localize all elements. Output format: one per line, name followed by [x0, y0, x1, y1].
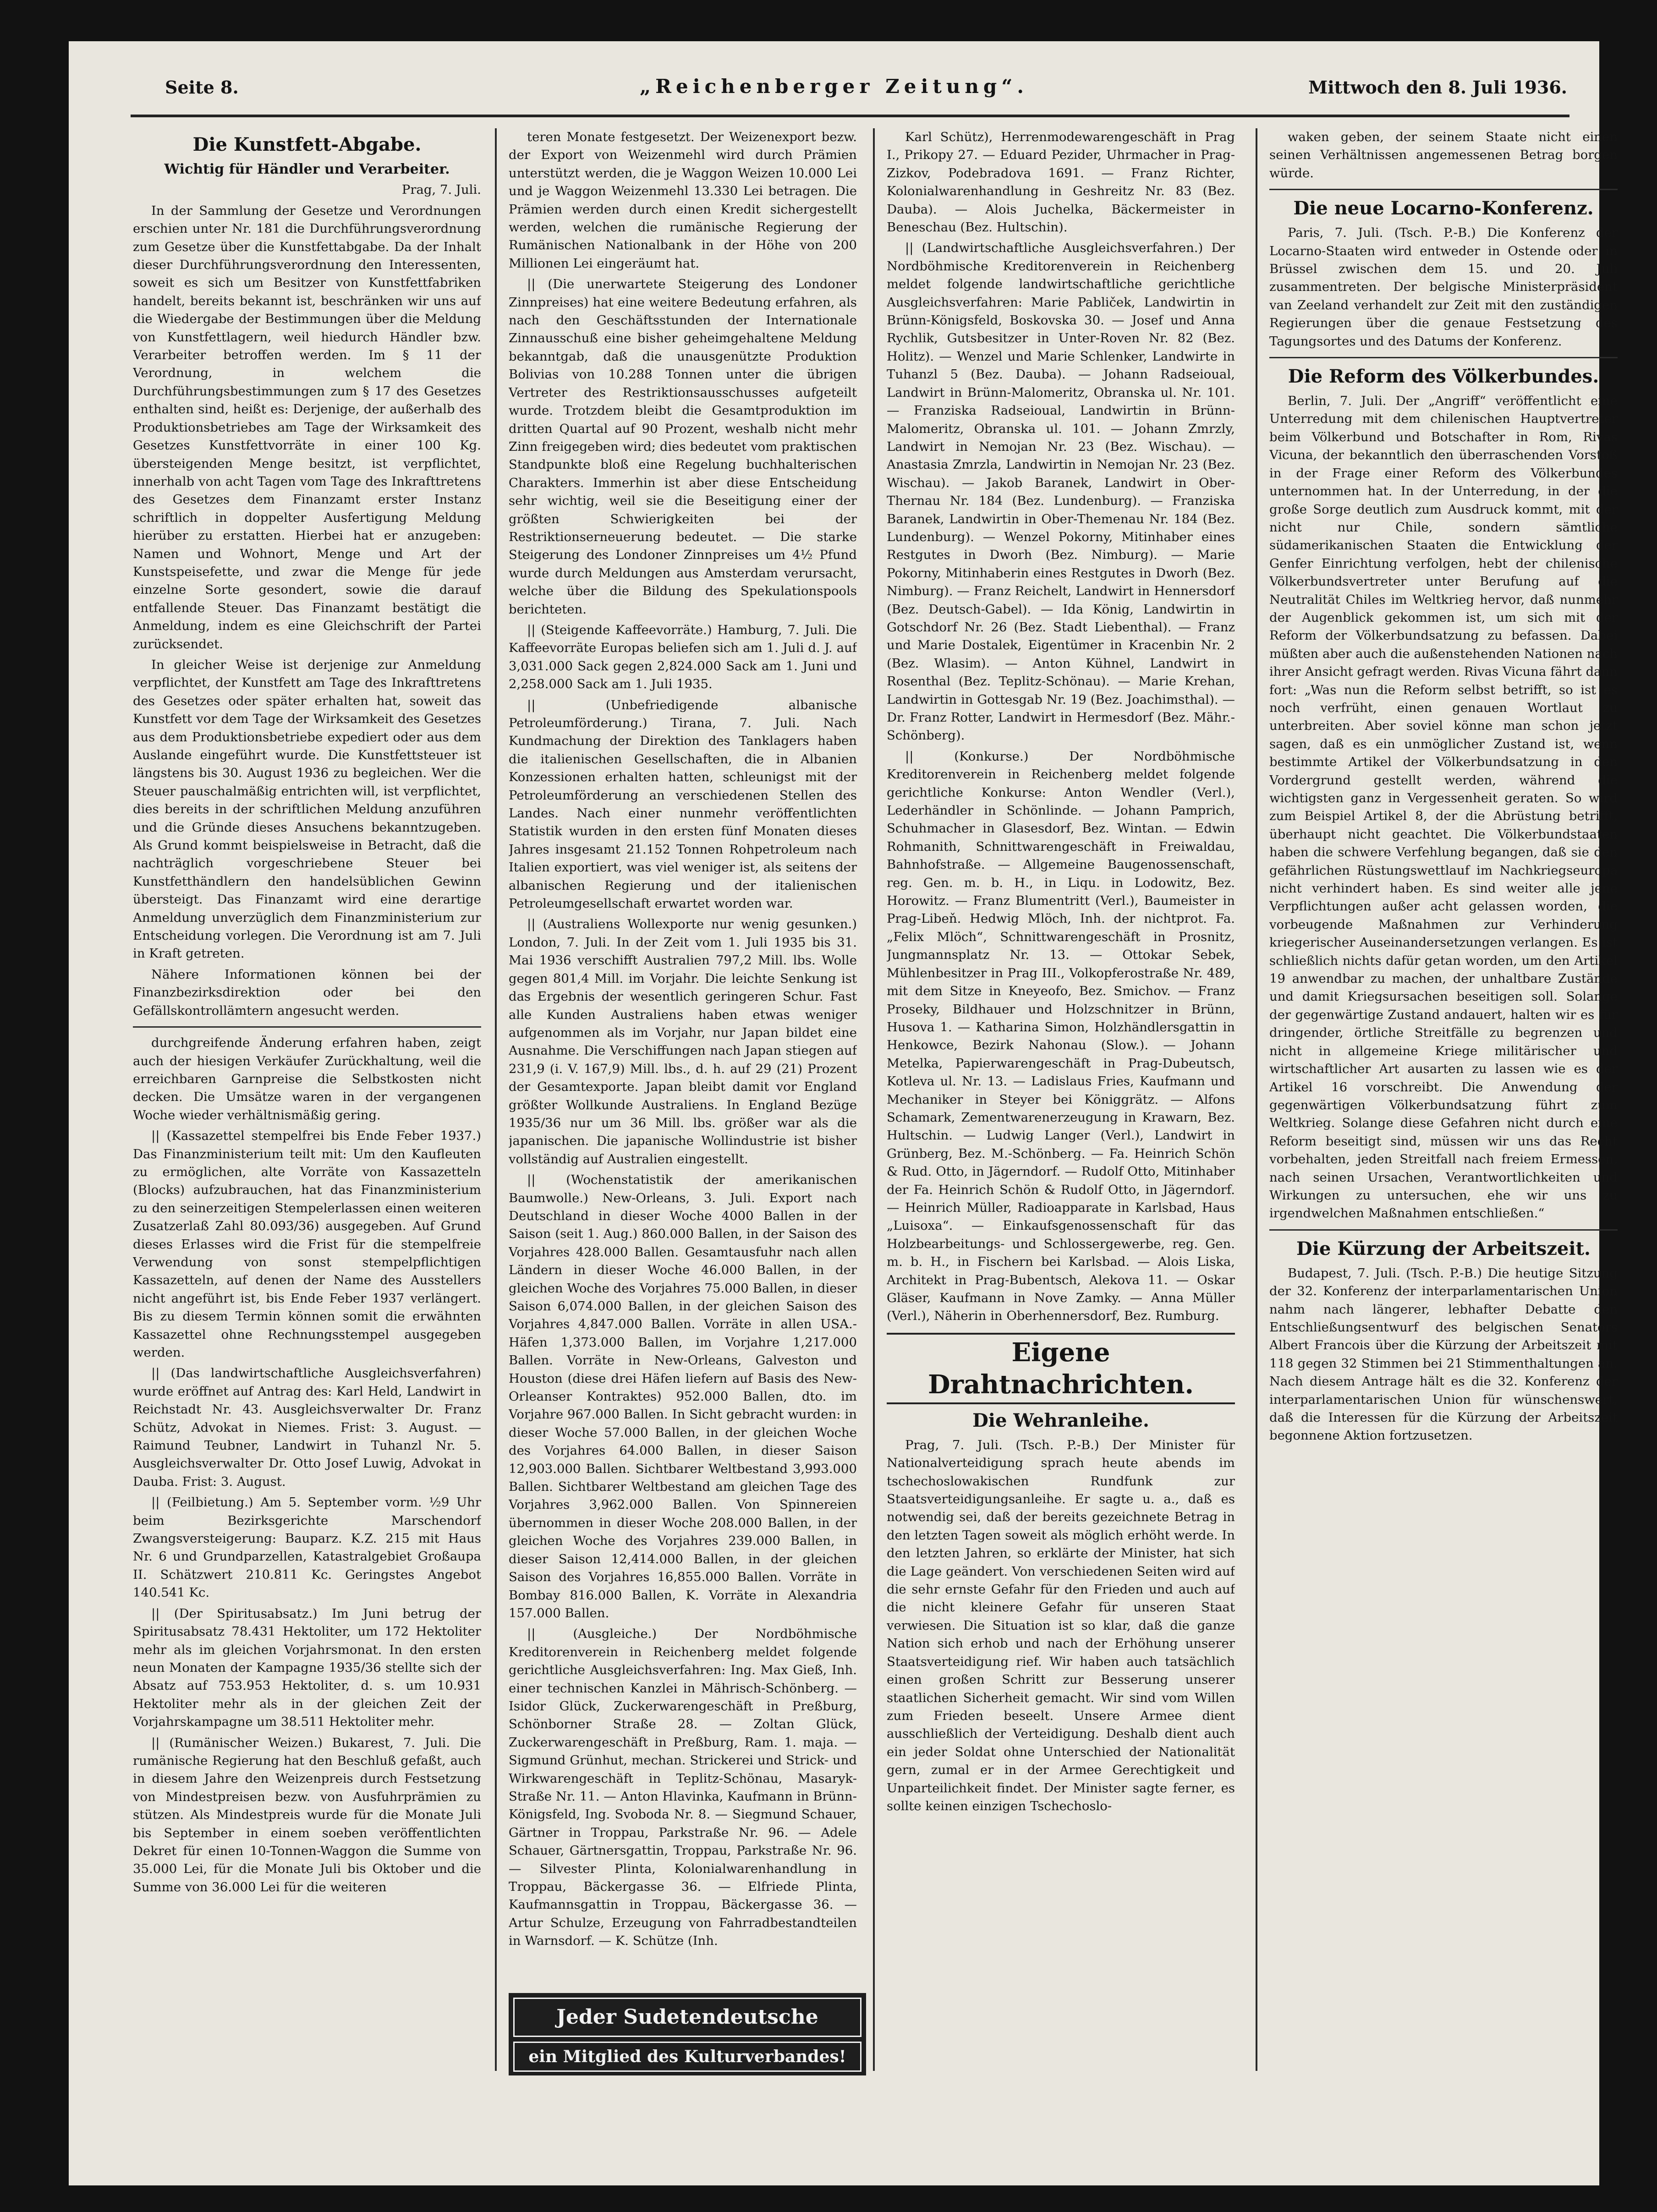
column-1 — [133, 128, 481, 2071]
article-paragraph: Nähere Informationen können bei der Finanzbezirksdirektion oder bei den Gefällskontrollämtern angesucht werden. — [133, 967, 481, 1018]
column-2 — [509, 128, 857, 1984]
column-4 — [1269, 128, 1618, 2071]
article-paragraph: In der Sammlung der Gesetze und Verordnungen erschien unter Nr. 181 die Durchführungsverordnung zum Gesetze über die Kunstfettabgabe. Da der Inhalt dieser Durchführungsverordnung den Interessenten, soweit es sich um Besitzer von Kunstfettfabriken handelt, bereits bekannt ist, beschränken wir uns auf die Wiedergabe der Bestimmungen über die Meldung von Kunstfettlagern, weil hiedurch Händler bzw. Verarbeiter betroffen werden. Im § 11 der Verordnung, in welchem die Durchführungsbestimmungen zum § 17 des Gesetzes enthalten sind, heißt es: Derjenige, der außerhalb des Produktionsbetriebes am Tage der Wirksamkeit des Gesetzes Kunstfettvorräte in einer 100 Kg. übersteigenden Menge besitzt, ist verpflichtet, innerhalb von acht Tagen vom Tage des Inkrafttretens des Gesetzes dem Finanzamt erster Instanz schriftlich in doppelter Ausfertigung Meldung hierüber zu erstatten. Hierbei hat er anzugeben: Namen und Wohnort, Menge und Art der Kunstspeisefette, und zwar die Menge für jede einzelne Sorte gesondert, sowie die darauf entfallende Steuer. Das Finanzamt bestätigt die Anmeldung, indem es eine Gleichschrift der Partei zurücksendet. — [133, 203, 481, 652]
article-paragraph: Budapest, 7. Juli. (Tsch. P.-B.) Die heutige Sitzung der 32. Konferenz der interparlamentarischen Union nahm nach längerer, lebhafter Debatte den Entschließungsentwurf des belgischen Senators Albert Francois über die Kürzung der Arbeitszeit mit 118 gegen 32 Stimmen bei 21 Stimmenthaltungen an. Nach diesem Antrage hält es die 32. Konferenz der interparlamentarischen Union für wünschenswert, daß die Interessen für die Kürzung der Arbeitszeit begonnene Aktion fortzusetzen. — [1269, 1265, 1618, 1443]
section-rule — [1269, 357, 1618, 358]
column-divider — [1256, 128, 1257, 2071]
article-paragraph: Prag, 7. Juli. (Tsch. P.-B.) Der Minister für Nationalverteidigung sprach heute abends im tschechoslowakischen Rundfunk zur Staatsverteidigungsanleihe. Er sagte u. a., daß es notwendig sei, daß der bereits gezeichnete Betrag in den letzten Tagen soweit als möglich erhöht werde. In den letzten Jahren, so erklärte der Minister, hat sich die Lage geändert. Von verschiedenen Seiten wird auf die sehr ernste Gefahr für den Frieden und auch auf die nicht kleinere Gefahr für unseren Staat verwiesen. Die Situation ist so klar, daß die ganze Nation sich erhob und nach der Erhöhung unserer Staatsverteidigung rief. Wir haben auch tatsächlich einen großen Schritt zur Besserung unserer staatlichen Sicherheit gemacht. Wir sind vom Willen zum Frieden beseelt. Unsere Armee dient ausschließlich der Verteidigung. Deshalb dient auch ein jeder Soldat ohne Unterschied der Nationalität gern, zumal er in der Armee Gerechtigkeit und Unparteilichkeit findet. Der Minister sagte ferner, es sollte keinen einzigen Tschechoslo- — [887, 1437, 1235, 1813]
news-item: || (Das landwirtschaftliche Ausgleichsverfahren) wurde eröffnet auf Antrag des: Karl Held, Landwirt in Reichstadt Nr. 43. Ausgleichsverwalter Dr. Franz Schütz, Advokat in Niemes. Frist: 3. August. — Raimund Teubner, Landwirt in Tuhanzl Nr. 5. Ausgleichsverwalter Dr. Otto Josef Luwig, Advokat in Dauba. Frist: 3. August. — [133, 1366, 481, 1489]
issue-date: Mittwoch den 8. Juli 1936. — [1308, 77, 1567, 98]
section-rule — [1269, 189, 1618, 190]
section-banner: Eigene Drahtnachrichten. — [887, 1333, 1235, 1404]
article-paragraph: In gleicher Weise ist derjenige zur Anmeldung verpflichtet, der Kunstfett am Tage des Inkrafttretens des Gesetzes oder später erhalten hat, soweit das Kunstfett vor dem Tage der Wirksamkeit des Gesetzes aus dem Produktionsbetriebe expediert oder aus dem Auslande eingeführt wurde. Die Kunstfettsteuer ist längstens bis 30. August 1936 zu begleichen. Wer die Steuer pauschalmäßig entrichten will, ist verpflichtet, dies bereits in der schriftlichen Meldung anzuführen und die Gründe dieses Ansuchens bekanntzugeben. Als Grund kommt beispielsweise in Betracht, daß die nachträglich vorgeschriebene Steuer bei Kunstfetthändlern den handelsüblichen Gewinn übersteigt. Das Finanzamt wird eine derartige Anmeldung unverzüglich dem Finanzministerium zur Entscheidung vorlegen. Die Verordnung ist am 7. Juli in Kraft getreten. — [133, 657, 481, 961]
news-item: || (Feilbietung.) Am 5. September vorm. ½9 Uhr beim Bezirksgerichte Marschendorf Zwangsversteigerung: Bauparz. K.Z. 215 mit Haus Nr. 6 und Grundparzellen, Katastralgebiet Großaupa II. Schätzwert 210.811 Kc. Geringstes Angebot 140.541 Kc. — [133, 1495, 481, 1600]
header-rule — [131, 115, 1569, 117]
article-title: Die neue Locarno-Konferenz. — [1293, 197, 1594, 219]
article-subtitle: Wichtig für Händler und Verarbeiter. — [164, 161, 450, 177]
column-divider — [873, 128, 875, 2071]
news-item: || (Wochenstatistik der amerikanischen Baumwolle.) New-Orleans, 3. Juli. Export nach Deutschland in dieser Woche 4000 Ballen in der Saison (seit 1. Aug.) 860.000 Ballen, in der Saison des Vorjahres 428.000 Ballen. Gesamtausfuhr nach allen Ländern in dieser Woche 46.000 Ballen, in der gleichen Woche des Vorjahres 75.000 Ballen, in dieser Saison 6,074.000 Ballen, in der gleichen Saison des Vorjahres 4,847.000 Ballen. Vorräte in allen USA.-Häfen 1,373.000 Ballen, im Vorjahre 1,217.000 Ballen. Vorräte in New-Orleans, Galveston und Houston (diese drei Häfen liefern auf Basis des New-Orleanser Kontraktes) 952.000 Ballen, dto. im Vorjahre 967.000 Ballen. In Sicht gebracht wurden: in dieser Woche 57.000 Ballen, in der gleichen Woche des Vorjahres 64.000 Ballen, in dieser Saison 12,903.000 Ballen. Sichtbarer Weltbestand 3,993.000 Ballen. Sichtbarer Weltbestand am gleichen Tage des Vorjahres 3,962.000 Ballen. Von Spinnereien übernommen in dieser Woche 208.000 Ballen, in der gleichen Woche des Vorjahres 239.000 Ballen, in dieser Saison 12,414.000 Ballen, in der gleichen Saison des Vorjahres 16,855.000 Ballen. Vorräte in Bombay 816.000 Ballen, K. Vorräte in Alexandria 157.000 Ballen. — [509, 1172, 857, 1621]
ad-line-2: ein Mitglied des Kulturverbandes! — [513, 2042, 861, 2072]
page-number: Seite 8. — [165, 77, 239, 98]
news-item: || (Konkurse.) Der Nordböhmische Kreditorenverein in Reichenberg meldet folgende gerichtliche Konkurse: Anton Wendler (Verl.), Lederhändler in Schönlinde. — Johann Pamprich, Schuhmacher in Glasesdorf, Bez. Wintan. — Edwin Rohmanith, Schnittwarengeschäft in Freiwaldau, Bahnhofstraße. — Allgemeine Baugenossenschaft, reg. Gen. m. b. H., in Liqu. in Lodowitz, Bez. Horowitz. — Franz Blumentritt (Verl.), Baumeister in Prag-Libeň. Hedwig Mlöch, Inh. der nichtprot. Fa. „Felix Mlöch“, Schnittwarengeschäft in Prosnitz, Jungmannsplatz Nr. 13. — Ottokar Sebek, Mühlenbesitzer in Prag III., Volkopferostraße Nr. 489, mit dem Sitze in Kneyeofo, Bez. Smichov. — Franz Proseky, Bildhauer und Holzschnitzer in Brünn, Husova 1. — Katharina Simon, Holzhändlersgattin in Henkowce, Bezirk Nahonau (Slow.). — Johann Metelka, Papierwarengeschäft in Prag-Dubeutsch, Kotleva ul. Nr. 13. — Ladislaus Fries, Kaufmann und Mechaniker in Steyer bei Königgrätz. — Alfons Schamark, Zementwarenerzeugung in Krawarn, Bez. Hultschin. — Ludwig Langer (Verl.), Landwirt in Grünberg, Bez. M.-Schönberg. — Fa. Heinrich Schön & Rud. Otto, in Jägerndorf. — Rudolf Otto, Mitinhaber der Fa. Heinrich Schön & Rudolf Otto, in Jägerndorf. — Heinrich Müller, Radioapparate in Karlsbad, Haus „Luisoxa“. — Einkaufsgenossenschaft für das Holzbearbeitungs- und Schlossergewerbe, reg. Gen. m. b. H., in Fischern bei Karlsbad. — Alois Liska, Architekt in Prag-Bubentsch, Alekova 11. — Oskar Gläser, Kaufmann in Nove Zamky. — Anna Müller (Verl.), Näherin in Oberhennersdorf, Bez. Rumburg. — [887, 749, 1235, 1324]
masthead: „Reichenberger Zeitung“. — [639, 75, 1029, 98]
article-paragraph: durchgreifende Änderung erfahren haben, zeigt auch der hiesigen Verkäufer Zurückhaltung, weil die erreichbaren Garnpreise die Selbstkosten nicht decken. Die Umsätze waren in der vergangenen Woche wieder verhältnismäßig gering. — [133, 1035, 481, 1122]
news-item: || (Steigende Kaffeevorräte.) Hamburg, 7. Juli. Die Kaffeevorräte Europas beliefen sich am 1. Juli d. J. auf 3,031.000 Sack gegen 2,824.000 Sack am 1. Juni und 2,258.000 Sack am 1. Juli 1935. — [509, 622, 857, 692]
article-title: Die Kunstfett-Abgabe. — [192, 134, 422, 155]
article-title: Die Wehranleihe. — [972, 1409, 1149, 1431]
article-paragraph: teren Monate festgesetzt. Der Weizenexport bezw. der Export von Weizenmehl wird durch Prämien unterstützt werden, die je Waggon Weizen 10.000 Lei und je Waggon Weizenmehl 13.330 Lei betragen. Die Prämien werden durch einen Kredit sichergestellt werden, welchen die rumänische Regierung der Rumänischen Nationalbank in der Höhe von 200 Millionen Lei eingeräumt hat. — [509, 130, 857, 271]
article-paragraph: waken geben, der seinem Staate nicht einen seinen Verhältnissen angemessenen Betrag borgen würde. — [1269, 130, 1618, 181]
news-item: || (Rumänischer Weizen.) Bukarest, 7. Juli. Die rumänische Regierung hat den Beschluß gefaßt, auch in diesem Jahre den Weizenpreis durch Festsetzung von Mindestpreisen bezw. von Ausfuhrprämien zu stützen. Als Mindestpreis wurde für die Monate Juli bis September in einem soeben veröffentlichten Dekret für einen 10-Tonnen-Waggon die Summe von 35.000 Lei, für die Monate Juli bis Oktober und die Summe von 36.000 Lei für die weiteren — [133, 1735, 481, 1894]
column-3 — [887, 128, 1235, 2071]
news-item: || (Landwirtschaftliche Ausgleichsverfahren.) Der Nordböhmische Kreditorenverein in Reichenberg meldet folgende landwirtschaftliche gerichtliche Ausgleichsverfahren: Marie Pabliček, Landwirtin in Brünn-Königsfeld, Boskovska 30. — Josef und Anna Rychlik, Gutsbesitzer in Unter-Roven Nr. 82 (Bez. Holitz). — Wenzel und Marie Schlenker, Landwirte in Tuhanzl 5 (Bez. Dauba). — Johann Radseioual, Landwirt in Brünn-Malomeritz, Obranska ul. Nr. 101. — Franziska Radseioual, Landwirtin in Brünn-Malomeritz, Obranska ul. 101. — Johann Zmrzly, Landwirt in Nemojan Nr. 23 (Bez. Wischau). — Anastasia Zmrzla, Landwirtin in Nemojan Nr. 23 (Bez. Wischau). — Jakob Baranek, Landwirt in Ober-Thernau Nr. 184 (Bez. Lundenburg). — Franziska Baranek, Landwirtin in Ober-Themenau Nr. 184 (Bez. Lundenburg). — Wenzel Pokorny, Mitinhaber eines Restgutes in Dworh (Bez. Nimburg). — Marie Pokorny, Mitinhaberin eines Restgutes in Dworh (Bez. Nimburg). — Franz Reichelt, Landwirt in Hennersdorf (Bez. Deutsch-Gabel). — Ida König, Landwirtin in Gotschdorf Nr. 26 (Bez. Stadt Liebenthal). — Franz und Marie Dostalek, Eigentümer in Kracenbin Nr. 2 (Bez. Wlasim). — Anton Kühnel, Landwirt in Rosenthal (Bez. Teplitz-Schönau). — Marie Krehan, Landwirtin in Gottesgab Nr. 19 (Bez. Joachimsthal). — Dr. Franz Rotter, Landwirt in Hermesdorf (Bez. Mähr.-Schönberg). — [887, 241, 1235, 743]
section-rule — [1269, 1229, 1618, 1231]
column-divider — [495, 128, 497, 2071]
news-item: || (Ausgleiche.) Der Nordböhmische Kreditorenverein in Reichenberg meldet folgende gerichtliche Ausgleichsverfahren: Ing. Max Gieß, Inh. einer technischen Kanzlei in Mährisch-Schönberg. — Isidor Glück, Zuckerwarengeschäft in Preßburg, Schönborner Straße 28. — Zoltan Glück, Zuckerwarengeschäft in Preßburg, Ram. 1. maja. — Sigmund Grünhut, mechan. Strickerei und Strick- und Wirkwarengeschäft in Teplitz-Schönau, Masaryk-Straße Nr. 11. — Anton Hlavinka, Kaufmann in Brünn-Königsfeld, Ing. Svoboda Nr. 8. — Siegmund Schauer, Gärtner in Troppau, Parkstraße Nr. 96. — Adele Schauer, Gärtnersgattin, Troppau, Parkstraße Nr. 96. — Silvester Plinta, Kolonialwarenhandlung in Troppau, Bäckergasse 36. — Elfriede Plinta, Kaufmannsgattin in Troppau, Bäckergasse 36. — Artur Schulze, Erzeugung von Fahrradbestandteilen in Warnsdorf. — K. Schütze (Inh. — [509, 1626, 857, 1949]
news-item: || (Australiens Wollexporte nur wenig gesunken.) London, 7. Juli. In der Zeit vom 1. Juli 1935 bis 31. Mai 1936 verschifft Australien 797,2 Mill. lbs. Wolle gegen 801,4 Mill. im Vorjahr. Die leichte Senkung ist das Ergebnis der wesentlich geringeren Schur. Fast alle Kunden Australiens haben etwas weniger aufgenommen als im Vorjahr, nur Japan bildet eine Ausnahme. Die Verschiffungen nach Japan stiegen auf 231,9 (i. V. 167,9) Mill. lbs., d. h. auf 29 (21) Prozent der Gesamtexporte. Japan bleibt damit vor England größter Wollkunde Australiens. In England Bezüge 1935/36 nur um 36 Mill. lbs. größer war als die japanischen. Die japanische Wollindustrie ist bisher vollständig auf Australien eingestellt. — [509, 917, 857, 1166]
article-paragraph: Paris, 7. Juli. (Tsch. P.-B.) Die Konferenz der Locarno-Staaten wird entweder in Ostende oder in Brüssel zwischen dem 15. und 20. Juli zusammentreten. Der belgische Ministerpräsident van Zeeland verhandelt zur Zeit mit den zuständigen Regierungen über die genaue Festsetzung des Tagungsortes und des Datums der Konferenz. — [1269, 225, 1618, 349]
news-item: || (Die unerwartete Steigerung des Londoner Zinnpreises) hat eine weitere Bedeutung erfahren, als nach den Geschäftsstunden der Internationale Zinnausschuß eine bisher geheimgehaltene Meldung bekanntgab, daß die unausgenützte Produktion Bolivias von 10.288 Tonnen unter die übrigen Vertreter des Restriktionsausschusses aufgeteilt wurde. Trotzdem bleibt die Gesamtproduktion im dritten Quartal auf 90 Prozent, weshalb nicht mehr Zinn freigegeben wird; dies bedeutet vom praktischen Standpunkte bloß eine Regelung buchhalterischen Charakters. Immerhin ist aber diese Entscheidung sehr wichtig, weil sie die Beseitigung einer der größten Schwierigkeiten bei der Restriktionserneuerung bedeutet. — Die starke Steigerung des Londoner Zinnpreises um 4½ Pfund wurde durch Meldungen aus Amsterdam verursacht, welche über die Bildung des Spekulationspools berichteten. — [509, 277, 857, 617]
news-item: Karl Schütz), Herrenmodewarengeschäft in Prag I., Prikopy 27. — Eduard Pezider, Uhrmacher in Prag-Zizkov, Podebradova 1691. — Franz Richter, Kolonialwarenhandlung in Geshreitz Nr. 83 (Bez. Dauba). — Alois Juchelka, Bäckermeister in Beneschau (Bez. Hultschin). — [887, 130, 1235, 235]
article-title: Die Reform des Völkerbundes. — [1288, 366, 1599, 388]
news-item: || (Kassazettel stempelfrei bis Ende Feber 1937.) Das Finanzministerium teilt mit: Um den Kaufleuten zu ermöglichen, alte Vorräte von Kassazetteln (Blocks) aufzubrauchen, hat das Finanzministerium zu den seinerzeitigen Stempelerlassen einen weiteren Zusatzerlaß Zahl 80.093/36) ausgegeben. Auf Grund dieses Erlasses wird die Frist für die stempelfreie Verwendung von sonst stempelpflichtigen Kassazetteln, auf denen der Name des Ausstellers nicht angeführt ist, bis Ende Feber 1937 verlängert. Bis zu diesem Termin können somit die erwähnten Kassazettel ohne Rechnungsstempel ausgegeben werden. — [133, 1128, 481, 1360]
page-header — [69, 69, 1599, 105]
advertisement — [509, 1993, 866, 2075]
dateline: Prag, 7. Juli. — [401, 182, 481, 197]
ad-line-1: Jeder Sudetendeutsche — [513, 1998, 861, 2037]
news-item: || (Der Spiritusabsatz.) Im Juni betrug der Spiritusabsatz 78.431 Hektoliter, um 172 Hektoliter mehr als im gleichen Vorjahrsmonat. In den ersten neun Monaten der Kampagne 1935/36 stellte sich der Absatz auf 753.953 Hektoliter, d. s. um 10.931 Hektoliter mehr als in der gleichen Zeit der Vorjahrskampagne um 38.511 Hektoliter mehr. — [133, 1606, 481, 1730]
article-title: Die Kürzung der Arbeitszeit. — [1296, 1237, 1591, 1259]
article-paragraph: Berlin, 7. Juli. Der „Angriff“ veröffentlicht eine Unterredung mit dem chilenischen Hauptvertreter beim Völkerbund und Botschafter in Rom, Rivas Vicuna, der bekanntlich den überraschenden Vorstoß in der Frage einer Reform des Völkerbundes unternommen hat. In der Unterredung, in der die große Sorge deutlich zum Ausdruck kommt, mit der nicht nur Chile, sondern sämtliche südamerikanischen Staaten die Entwicklung der Genfer Einrichtung verfolgen, hebt der chilenische Völkerbundsvertreter unter Berufung auf die Neutralität Chiles im Weltkrieg hervor, daß nunmehr der Augenblick gekommen ist, um sich mit der Reform der Völkerbundsatzung zu befassen. Dabei müßten aber auch die außenstehenden Nationen nach ihrer Ansicht gefragt werden. Rivas Vicuna fährt dann fort: „Was nun die Reform selbst betrifft, so ist es noch verfrüht, einen genauen Wortlaut zu unterbreiten. Aber soviel könne man schon jetzt sagen, daß es ein unmöglicher Zustand ist, wenn bestimmte Artikel der Völkerbundsatzung in den Vordergrund gestellt werden, während die wichtigsten ganz in Vergessenheit geraten. So wird zum Beispiel Artikel 8, der die Abrüstung betrifft, überhaupt nicht geachtet. Die Völkerbundstaaten haben die schwere Verfehlung begangen, daß sie den gefährlichen Rüstungswettlauf im Nachkriegseuropa nicht verhindert haben. Es sind weiter alle jene Verpflichtungen außer acht gelassen worden, die vorbeugende Maßnahmen zur Verhinderung kriegerischer Auseinandersetzungen verlangen. Es ist schließlich nichts dafür getan worden, um den Artikel 19 anwendbar zu machen, der unhaltbare Zustände und damit Kriegsursachen beseitigen soll. Solange der gegenwärtige Zustand andauert, halten wir es für dringender, örtliche Streitfälle zu begrenzen und nicht in allgemeine Kriege militärischer und wirtschaftlicher Art ausarten zu lassen wie es der Artikel 16 vorschreibt. Die Anwendung der gegenwärtigen Völkerbundsatzung führt zum Weltkrieg. Solange diese Gefahren nicht durch eine Reform beseitigt sind, müssen wir uns das Recht vorbehalten, jeden Streitfall nach freiem Ermessen, nach seinen Ursachen, Verantwortlichkeiten und Wirkungen zu untersuchen, ehe wir uns zu irgendwelchen Maßnahmen entschließen.“ — [1269, 394, 1618, 1221]
news-item: || (Unbefriedigende albanische Petroleumförderung.) Tirana, 7. Juli. Nach Kundmachung der Direktion des Tanklagers haben die italienischen Gesellschaften, die in Albanien Konzessionen erhalten hatten, schleunigst mit der Petroleumförderung an verschiedenen Stellen des Landes. Nach einer nunmehr veröffentlichten Statistik wurden in den ersten fünf Monaten dieses Jahres insgesamt 21.152 Tonnen Rohpetroleum nach Italien exportiert, was viel weniger ist, als seitens der albanischen Regierung und der italienischen Petroleumgesellschaft erwartet worden war. — [509, 697, 857, 911]
section-rule — [133, 1026, 481, 1028]
